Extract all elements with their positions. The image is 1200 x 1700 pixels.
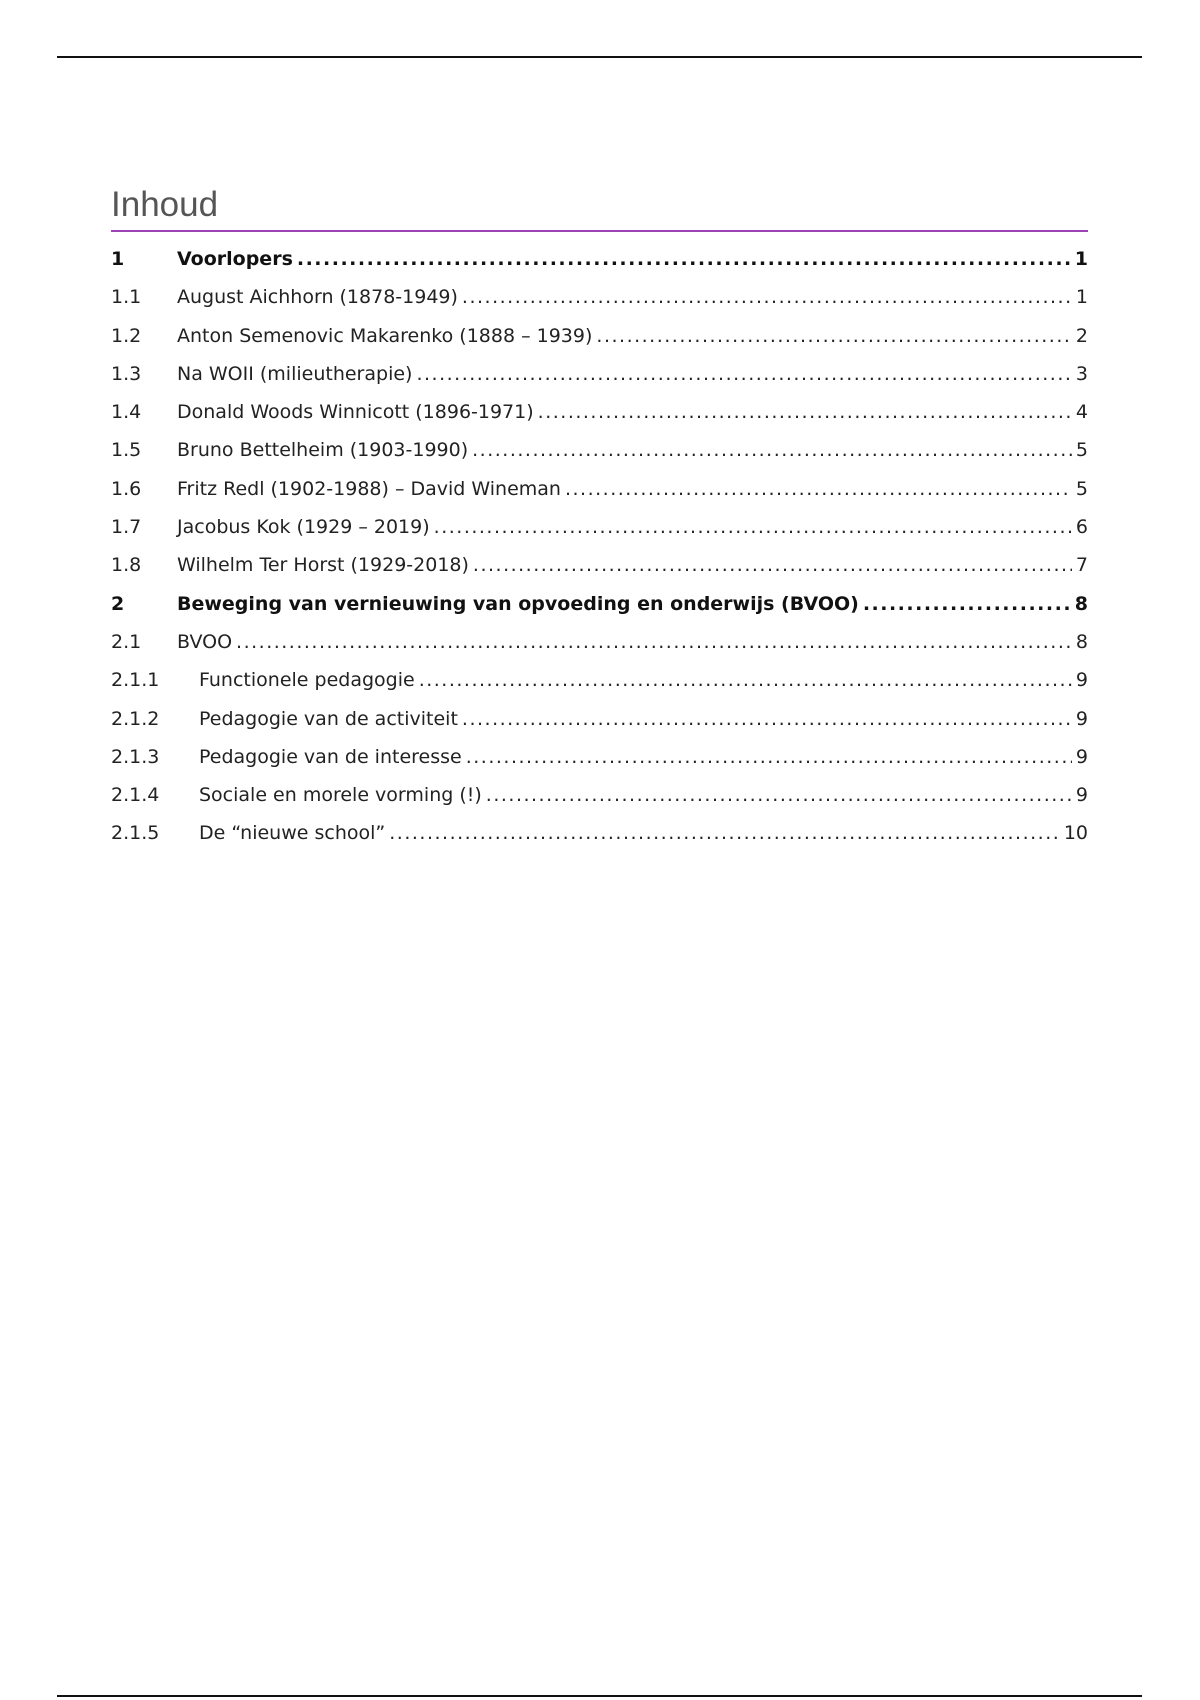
toc-dot-leader: [462, 278, 1072, 316]
toc-entry-page[interactable]: 2: [1075, 324, 1088, 347]
toc-entry[interactable]: [111, 470, 1088, 508]
toc-entry[interactable]: [111, 776, 1088, 814]
toc-entry-page[interactable]: 9: [1075, 745, 1088, 768]
toc-dot-leader: [236, 623, 1072, 661]
toc-entry-number: 1.4: [111, 401, 142, 424]
toc-entry-number: 2.1.4: [111, 784, 160, 807]
toc-entry-title[interactable]: Sociale en morele vorming (!): [199, 784, 482, 807]
toc-entry[interactable]: [111, 700, 1088, 738]
toc-dot-leader: [565, 470, 1072, 508]
toc-entry-number: 1.3: [111, 362, 142, 385]
toc-entry-number: 1.7: [111, 516, 142, 539]
toc-dot-leader: [538, 393, 1072, 431]
toc-entry-title[interactable]: De “nieuwe school”: [199, 822, 386, 845]
toc-entry-title[interactable]: Fritz Redl (1902-1988) – David Wineman: [177, 477, 561, 500]
toc-entry-number: 1: [111, 248, 125, 270]
toc-entry-number: 2.1.1: [111, 669, 160, 692]
toc-entry-page[interactable]: 9: [1075, 784, 1088, 807]
toc-list: [111, 240, 1088, 853]
toc-entry-page[interactable]: 1: [1074, 248, 1088, 270]
toc-entry[interactable]: [111, 355, 1088, 393]
toc-entry-page[interactable]: 7: [1075, 554, 1088, 577]
toc-entry-title[interactable]: Functionele pedagogie: [199, 669, 415, 692]
toc-entry-page[interactable]: 3: [1075, 362, 1088, 385]
toc-entry[interactable]: [111, 814, 1088, 852]
toc-entry-page[interactable]: 8: [1074, 592, 1088, 615]
toc-entry-title[interactable]: Jacobus Kok (1929 – 2019): [177, 516, 430, 539]
toc-entry-title[interactable]: Wilhelm Ter Horst (1929-2018): [177, 554, 469, 577]
toc-entry-page[interactable]: 10: [1063, 822, 1088, 845]
toc-dot-leader: [863, 585, 1071, 623]
toc-entry[interactable]: [111, 278, 1088, 316]
toc-entry-page[interactable]: 9: [1075, 707, 1088, 730]
toc-entry-page[interactable]: 8: [1075, 630, 1088, 653]
toc-entry-number: 1.1: [111, 286, 142, 309]
toc-entry-number: 2.1.3: [111, 745, 160, 768]
toc-entry-title[interactable]: Voorlopers: [177, 248, 293, 270]
toc-entry-page[interactable]: 6: [1075, 516, 1088, 539]
toc-dot-leader: [389, 814, 1060, 852]
toc-entry-number: 2.1.2: [111, 707, 160, 730]
toc-entry-title[interactable]: Na WOII (milieutherapie): [177, 362, 413, 385]
toc-entry[interactable]: [111, 738, 1088, 776]
toc-dot-leader: [434, 508, 1072, 546]
toc-entry-title[interactable]: Donald Woods Winnicott (1896-1971): [177, 401, 534, 424]
toc-entry-title[interactable]: Pedagogie van de activiteit: [199, 707, 458, 730]
toc-entry[interactable]: [111, 623, 1088, 661]
toc-entry-page[interactable]: 1: [1075, 286, 1088, 309]
toc-dot-leader: [416, 355, 1071, 393]
toc-entry-title[interactable]: August Aichhorn (1878-1949): [177, 286, 458, 309]
toc-dot-leader: [472, 431, 1072, 469]
toc-entry-number: 2.1.5: [111, 822, 160, 845]
toc-entry-page[interactable]: 4: [1075, 401, 1088, 424]
toc-entry[interactable]: [111, 661, 1088, 699]
footer-rule: [57, 1695, 1142, 1697]
toc-entry-title[interactable]: Pedagogie van de interesse: [199, 745, 462, 768]
toc-entry-number: 2.1: [111, 630, 142, 653]
toc-entry-number: 2: [111, 592, 125, 615]
toc-dot-leader: [473, 546, 1072, 584]
toc-entry-number: 1.2: [111, 324, 142, 347]
toc-dot-leader: [462, 700, 1072, 738]
toc-dot-leader: [419, 661, 1072, 699]
toc-entry-page[interactable]: 5: [1075, 439, 1088, 462]
toc-dot-leader: [466, 738, 1072, 776]
toc-entry-title[interactable]: BVOO: [177, 630, 233, 653]
toc-entry-number: 1.6: [111, 477, 142, 500]
toc-dot-leader: [596, 317, 1072, 355]
toc-entry-number: 1.5: [111, 439, 142, 462]
toc-entry[interactable]: [111, 431, 1088, 469]
toc-entry-title[interactable]: Beweging van vernieuwing van opvoeding en onderwijs (BVOO): [177, 592, 859, 615]
toc-entry-page[interactable]: 9: [1075, 669, 1088, 692]
toc-entry[interactable]: [111, 317, 1088, 355]
toc-entry-title[interactable]: Bruno Bettelheim (1903-1990): [177, 439, 469, 462]
header-rule: [57, 56, 1142, 58]
toc-dot-leader: [297, 240, 1071, 278]
toc-entry[interactable]: [111, 240, 1088, 278]
toc-entry-number: 1.8: [111, 554, 142, 577]
table-of-contents: [111, 181, 1088, 853]
toc-dot-leader: [486, 776, 1072, 814]
toc-entry-page[interactable]: 5: [1075, 477, 1088, 500]
toc-entry-title[interactable]: Anton Semenovic Makarenko (1888 – 1939): [177, 324, 593, 347]
toc-heading: Inhoud: [111, 185, 219, 224]
toc-entry[interactable]: [111, 546, 1088, 584]
toc-entry[interactable]: [111, 508, 1088, 546]
toc-entry[interactable]: [111, 585, 1088, 623]
toc-heading-rule: [111, 230, 1088, 232]
toc-entry[interactable]: [111, 393, 1088, 431]
